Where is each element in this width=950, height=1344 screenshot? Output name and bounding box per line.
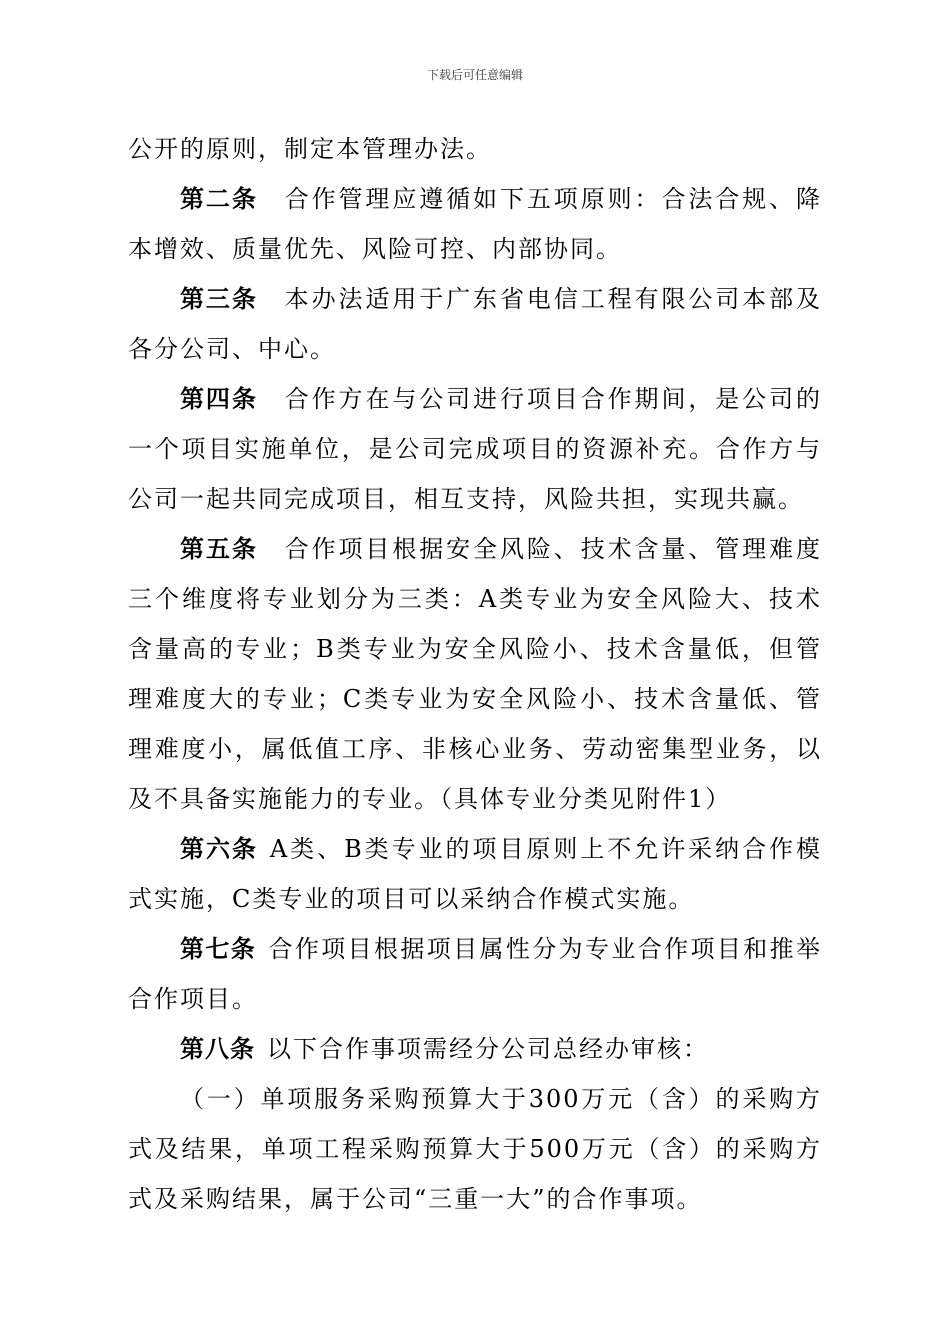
paragraph-article-6 — [128, 824, 822, 924]
paragraph-article-7 — [128, 924, 822, 1024]
paragraph-text: 合作项目根据安全风险、技术含量、管理难度三个维度将专业划分为三类：A类专业为安全风险大、技术含量高的专业；B类专业为安全风险小、技术含量低，但管理难度大的专业；C类专业为安全风险小、技术含量低、管理难度小，属低值工序、非核心业务、劳动密集型业务，以及不具备实施能力的专业。（具体专业分类见附件1） — [128, 535, 823, 813]
paragraph-text: A类、B类专业的项目原则上不允许采纳合作模式实施，C类专业的项目可以采纳合作模式实施。 — [128, 835, 822, 913]
article-label: 第八条 — [180, 1035, 255, 1063]
paragraph-article-2 — [128, 174, 822, 274]
article-label: 第七条 — [180, 935, 257, 963]
paragraph-article-8 — [128, 1024, 822, 1074]
document-body — [128, 124, 822, 1224]
article-label: 第二条 — [180, 185, 258, 213]
article-label: 第六条 — [180, 835, 258, 863]
paragraph-text: 合作管理应遵循如下五项原则：合法合规、降本增效、质量优先、风险可控、内部协同。 — [128, 185, 823, 263]
article-label: 第三条 — [180, 285, 258, 313]
paragraph-text: 本办法适用于广东省电信工程有限公司本部及各分公司、中心。 — [128, 285, 823, 363]
paragraph-text: （一）单项服务采购预算大于300万元（含）的采购方式及结果，单项工程采购预算大于500万元（含）的采购方式及采购结果，属于公司“三重一大”的合作事项。 — [128, 1085, 822, 1213]
paragraph-text: 公开的原则，制定本管理办法。 — [128, 135, 492, 163]
paragraph-text: 以下合作事项需经分公司总经办审核： — [267, 1035, 709, 1063]
article-label: 第四条 — [180, 385, 258, 413]
paragraph-text: 合作项目根据项目属性分为专业合作项目和推举合作项目。 — [128, 935, 822, 1013]
article-label: 第五条 — [180, 535, 258, 563]
paragraph-article-3 — [128, 274, 822, 374]
paragraph-article-5 — [128, 524, 822, 824]
paragraph-item-1 — [128, 1074, 822, 1224]
page-header: 下载后可任意编辑 — [426, 68, 523, 82]
paragraph-text: 合作方在与公司进行项目合作期间，是公司的一个项目实施单位，是公司完成项目的资源补充。合作方与公司一起共同完成项目，相互支持，风险共担，实现共赢。 — [128, 385, 823, 513]
paragraph-article-4 — [128, 374, 822, 524]
paragraph-intro — [128, 124, 822, 174]
